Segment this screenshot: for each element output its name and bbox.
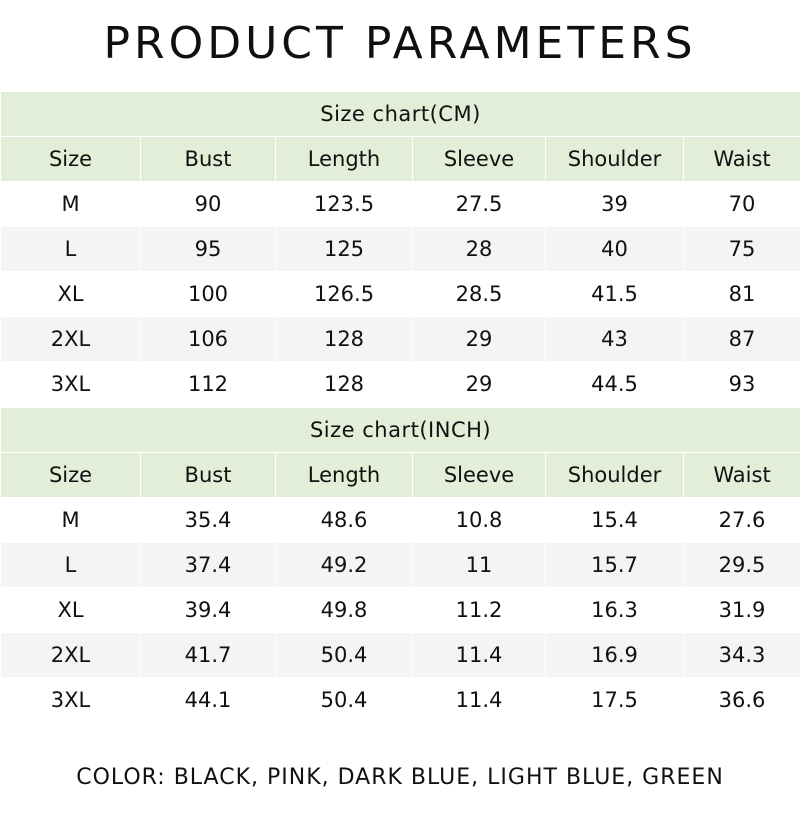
table-row [1, 317, 800, 362]
cell-sleeve: 29 [413, 362, 546, 407]
column-header-size: Size [1, 137, 141, 182]
cell-bust: 112 [141, 362, 276, 407]
cell-bust: 39.4 [141, 588, 276, 633]
cell-waist: 34.3 [684, 633, 800, 678]
table-row [1, 362, 800, 407]
cell-waist: 87 [684, 317, 800, 362]
cell-length: 50.4 [276, 633, 413, 678]
cell-length: 123.5 [276, 182, 413, 227]
cell-waist: 31.9 [684, 588, 800, 633]
table-header-row [1, 453, 800, 498]
cell-sleeve: 27.5 [413, 182, 546, 227]
table-row [1, 182, 800, 227]
cell-size: 3XL [1, 678, 141, 723]
cell-bust: 37.4 [141, 543, 276, 588]
cell-bust: 90 [141, 182, 276, 227]
cell-length: 48.6 [276, 498, 413, 543]
cell-sleeve: 28.5 [413, 272, 546, 317]
cell-waist: 27.6 [684, 498, 800, 543]
column-header-sleeve: Sleeve [413, 453, 546, 498]
cell-shoulder: 15.7 [546, 543, 684, 588]
table-caption: Size chart(INCH) [1, 408, 800, 453]
cell-sleeve: 11.2 [413, 588, 546, 633]
cell-size: XL [1, 588, 141, 633]
cell-bust: 106 [141, 317, 276, 362]
cell-waist: 81 [684, 272, 800, 317]
cell-size: M [1, 498, 141, 543]
cell-size: 3XL [1, 362, 141, 407]
page-title: PRODUCT PARAMETERS [0, 18, 800, 69]
cell-length: 128 [276, 362, 413, 407]
cell-bust: 35.4 [141, 498, 276, 543]
column-header-sleeve: Sleeve [413, 137, 546, 182]
cell-bust: 95 [141, 227, 276, 272]
column-header-bust: Bust [141, 453, 276, 498]
table-row [1, 272, 800, 317]
column-header-waist: Waist [684, 137, 800, 182]
column-header-length: Length [276, 453, 413, 498]
cell-sleeve: 11.4 [413, 678, 546, 723]
table-row [1, 498, 800, 543]
cell-sleeve: 11.4 [413, 633, 546, 678]
cell-size: XL [1, 272, 141, 317]
cell-length: 128 [276, 317, 413, 362]
column-header-bust: Bust [141, 137, 276, 182]
size-chart-inch-table [0, 407, 800, 723]
cell-shoulder: 43 [546, 317, 684, 362]
size-chart-cm-table [0, 91, 800, 407]
cell-shoulder: 17.5 [546, 678, 684, 723]
cell-shoulder: 16.9 [546, 633, 684, 678]
cell-shoulder: 41.5 [546, 272, 684, 317]
cell-waist: 29.5 [684, 543, 800, 588]
table-row [1, 588, 800, 633]
column-header-length: Length [276, 137, 413, 182]
table-row [1, 633, 800, 678]
table-header-row [1, 137, 800, 182]
product-parameters-page [0, 18, 800, 818]
column-header-shoulder: Shoulder [546, 137, 684, 182]
cell-waist: 36.6 [684, 678, 800, 723]
table-caption-row [1, 92, 800, 137]
table-caption-row [1, 408, 800, 453]
cell-size: L [1, 543, 141, 588]
cell-shoulder: 44.5 [546, 362, 684, 407]
column-header-size: Size [1, 453, 141, 498]
cell-length: 50.4 [276, 678, 413, 723]
color-options-line: COLOR: BLACK, PINK, DARK BLUE, LIGHT BLUE, GREEN [0, 765, 800, 790]
cell-sleeve: 28 [413, 227, 546, 272]
table-row [1, 678, 800, 723]
column-header-waist: Waist [684, 453, 800, 498]
cell-size: 2XL [1, 317, 141, 362]
cell-length: 49.2 [276, 543, 413, 588]
cell-size: L [1, 227, 141, 272]
cell-size: 2XL [1, 633, 141, 678]
cell-bust: 100 [141, 272, 276, 317]
cell-shoulder: 40 [546, 227, 684, 272]
table-row [1, 543, 800, 588]
cell-shoulder: 15.4 [546, 498, 684, 543]
cell-size: M [1, 182, 141, 227]
cell-length: 126.5 [276, 272, 413, 317]
cell-sleeve: 29 [413, 317, 546, 362]
cell-length: 49.8 [276, 588, 413, 633]
table-row [1, 227, 800, 272]
cell-shoulder: 39 [546, 182, 684, 227]
cell-shoulder: 16.3 [546, 588, 684, 633]
cell-sleeve: 11 [413, 543, 546, 588]
cell-bust: 44.1 [141, 678, 276, 723]
cell-bust: 41.7 [141, 633, 276, 678]
cell-waist: 70 [684, 182, 800, 227]
table-caption: Size chart(CM) [1, 92, 800, 137]
cell-waist: 75 [684, 227, 800, 272]
cell-length: 125 [276, 227, 413, 272]
column-header-shoulder: Shoulder [546, 453, 684, 498]
cell-sleeve: 10.8 [413, 498, 546, 543]
cell-waist: 93 [684, 362, 800, 407]
